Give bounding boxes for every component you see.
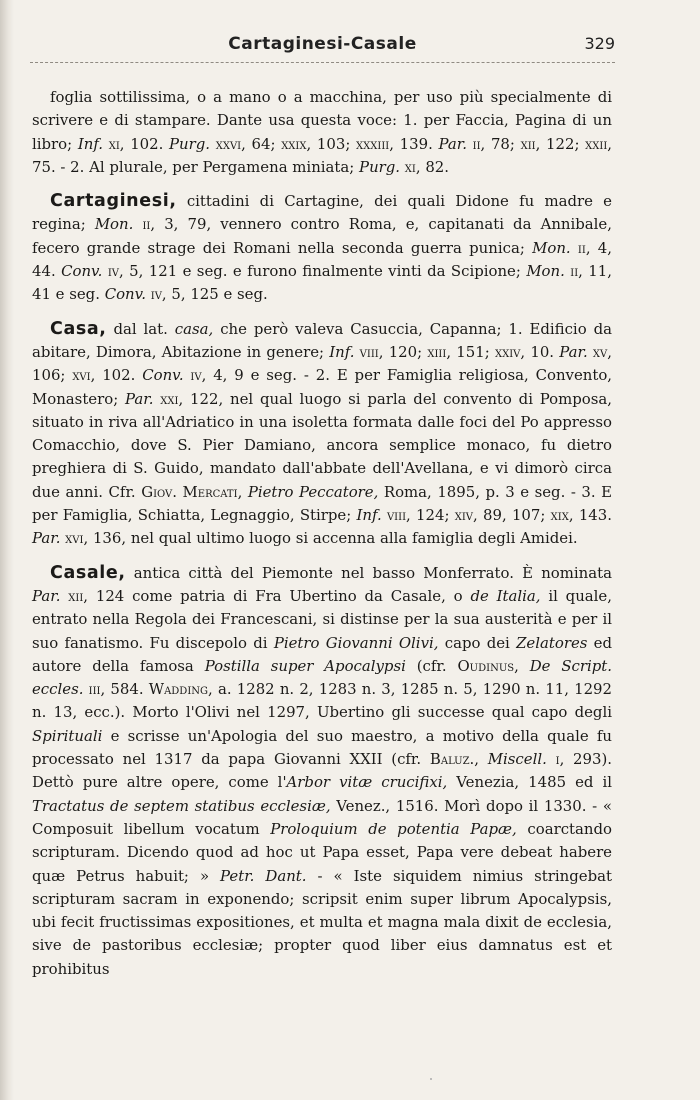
italic-text: Postilla super Apocalypsi (204, 656, 406, 675)
smallcaps-text: xvi (72, 366, 91, 385)
text-run: , 3, 79, vennero contro Roma, e, capitanati da Annibale, fecero grande strage dei Romani nella seconda guerra punica; (32, 215, 612, 257)
italic-text: Arbor vitæ crucifixi, (286, 773, 448, 792)
smallcaps-text: iv (102, 262, 119, 281)
text-run: antica città del Piemonte nel basso Monferrato. È nominata (125, 563, 612, 582)
text-run: Venezia, 1485 ed il (447, 773, 612, 792)
smallcaps-text: iv (146, 285, 162, 304)
entry-casale (32, 562, 612, 981)
italic-text: Pietro Peccatore, (247, 482, 379, 501)
text-run: , 106; (32, 342, 612, 385)
text-run: , 136, nel qual ultimo luogo si accenna alla famiglia degli Amidei. (83, 529, 578, 548)
italic-text: Par. (32, 586, 61, 605)
italic-text: Par. (438, 134, 467, 153)
text-run: dal lat. (106, 319, 175, 338)
text-run: coarctando scripturam. Dicendo quod ad hoc ut Papa esset, Papa vere debeat habere quæ Petrus habuit; » (32, 819, 612, 885)
italic-text: Spirituali (32, 726, 103, 745)
smallcaps-text: Oudinus (457, 656, 515, 675)
italic-text: Par. (559, 342, 588, 361)
smallcaps-text: xvi (60, 529, 84, 548)
text-run: e scrisse un'Apologia del suo maestro, a motivo della quale fu processato nel 1317 da papa Giovanni XXII (cfr. (32, 726, 612, 769)
smallcaps-text: xxi (153, 389, 179, 408)
italic-text: de Italia, (470, 586, 541, 605)
italic-text: De Script. eccles. (32, 656, 613, 699)
text-run: , 120; (378, 342, 428, 361)
text-run: , (474, 750, 488, 769)
text-run: , 124; (406, 506, 455, 525)
text-run: , 139. (389, 134, 439, 153)
smallcaps-text: xxvi (210, 134, 242, 153)
smallcaps-text: xxii (585, 134, 608, 153)
italic-text: Proloquium de potentia Papæ, (270, 819, 517, 838)
text-run: , 75. - 2. Al plurale, per Pergamena miniata; (32, 134, 613, 176)
text-run: , 89, 107; (473, 506, 551, 525)
italic-text: Mon. (532, 238, 571, 257)
smallcaps-text: Baluz. (429, 750, 475, 769)
text-run: , 122; (535, 134, 586, 153)
italic-text: Mon. (94, 215, 134, 234)
running-head-title: Cartaginesi-Casale (228, 34, 417, 54)
text-run: , 4, 44. (32, 238, 612, 281)
italic-text: Purg. (169, 134, 211, 153)
smallcaps-text: Giov. Mercati (141, 482, 238, 501)
text-run: , 64; (241, 134, 282, 153)
italic-text: Miscell. (487, 750, 547, 769)
italic-text: Par. (125, 389, 154, 408)
text-run: - « Iste siquidem nimius stringebat scripturam sacram in exponendo; scripsit enim super librum Apocalypsis, ubi fecit fructissimas expositiones, et multa et magna mala dixit de ecclesia, sive de pastoribus ecclesiæ; propter quod liber eius damnatus est et prohibitus (32, 866, 612, 978)
text-run: , 10. (520, 342, 560, 361)
italic-text: Purg. (359, 157, 401, 176)
smallcaps-text: xix (550, 506, 569, 525)
text-run: , 102. (90, 366, 143, 385)
smallcaps-text: xxix (281, 134, 307, 153)
headword: Cartaginesi, (50, 191, 177, 212)
text-run: foglia sottilissima, o a mano o a macchina, per uso più specialmente di scrivere e di stampare. Dante usa questa voce: 1. per Faccia, Pagina di un libro; (32, 88, 612, 153)
text-run: , a. 1282 n. 2, 1283 n. 3, 1285 n. 5, 1290 n. 11, 1292 n. 13, ecc.). Morto l'Olivi nel 1297, Ubertino gli successe qual capo degli (32, 680, 613, 722)
headword: Casale, (50, 562, 126, 583)
text-run: , 102. (119, 134, 170, 153)
paragraph-continuation (32, 86, 612, 179)
text-run: cittadini di Cartagine, dei quali Didone fu madre e regina; (32, 192, 612, 234)
italic-text: Petr. Dant. (220, 866, 307, 885)
smallcaps-text: iv (183, 366, 202, 385)
text-run: il quale, entrato nella Regola dei Francescani, si distinse per la sua austerità e per il suo fanatismo. Fu discepolo di (32, 586, 612, 652)
text-run: Roma, 1895, p. 3 e seg. - 3. E per Famiglia, Schiatta, Legnaggio, Stirpe; (32, 482, 612, 525)
smallcaps-text: ii (564, 262, 579, 281)
text-run: , 151; (446, 342, 495, 361)
italic-text: Inf. (356, 506, 382, 525)
dictionary-text (32, 86, 612, 981)
text-run: (cfr. (405, 656, 458, 675)
headword: Casa, (50, 318, 107, 339)
smallcaps-text: xii (60, 586, 84, 605)
text-run: , (514, 656, 530, 675)
smallcaps-text: xxxiii (356, 134, 390, 153)
italic-text: Mon. (526, 262, 565, 281)
text-run: , 584. (100, 680, 149, 699)
text-run: , 82. (415, 157, 450, 176)
smallcaps-text: viii (381, 506, 407, 525)
entry-cartaginesi (32, 190, 612, 306)
text-run: che però valeva Casuccia, Capanna; 1. Edificio da abitare, Dimora, Abitazione in genere; (32, 319, 612, 361)
text-run: , 11, 41 e seg. (32, 262, 612, 304)
italic-text: Inf. (77, 134, 104, 153)
italic-text: Conv. (61, 262, 103, 281)
smallcaps-text: Wadding (148, 680, 209, 699)
text-run: , (237, 482, 248, 501)
text-run: , 5, 121 e seg. e furono finalmente vinti da Scipione; (119, 262, 527, 281)
text-run: , 103; (306, 134, 357, 153)
italic-text: Tractatus de septem statibus ecclesiæ, (32, 796, 331, 815)
italic-text: Conv. (142, 366, 184, 385)
italic-text: Par. (32, 529, 61, 548)
text-run: , 78; (480, 134, 521, 153)
text-run: Venez., 1516. Morì dopo il 1330. - « Composuit libellum vocatum (32, 796, 612, 838)
text-run: , 293). Dettò pure altre opere, come l' (32, 750, 613, 792)
italic-text: casa, (174, 319, 214, 338)
text-run: capo dei (438, 633, 517, 652)
page-edge-shadow (0, 0, 14, 1100)
smallcaps-text: viii (354, 342, 379, 361)
page-number: 329 (584, 34, 615, 53)
smallcaps-text: xii (520, 134, 536, 153)
text-run: ed autore della famosa (32, 633, 613, 675)
italic-text: Conv. (104, 285, 147, 304)
text-run: , 5, 125 e seg. (161, 285, 268, 304)
text-run: , 4, 9 e seg. - 2. E per Famiglia religiosa, Convento, Monastero; (32, 366, 613, 408)
smallcaps-text: i (546, 750, 560, 769)
entry-casa (32, 318, 612, 551)
page-header (30, 34, 615, 64)
smallcaps-text: xiv (454, 506, 474, 525)
smallcaps-text: xiii (427, 342, 447, 361)
text-run: , 122, nel qual luogo si parla del convento di Pomposa, situato in riva all'Adriatico in una isoletta formata dalle foci del Po appresso Comacchio, dove S. Pier Damiano, ancora semplice monaco, fu dietro preghiera di S. Guido, mandato dall'abbate dell'Avellana, e vi dimorò circa due anni. Cfr. (32, 389, 613, 501)
italic-text: Pietro Giovanni Olivi, (273, 633, 439, 652)
italic-text: Zelatores (516, 633, 588, 652)
print-speck (430, 1078, 432, 1080)
smallcaps-text: ii (466, 134, 481, 153)
italic-text: Inf. (329, 342, 355, 361)
smallcaps-text: xi (400, 157, 416, 176)
smallcaps-text: ii (570, 238, 586, 257)
smallcaps-text: ii (133, 215, 151, 234)
text-run: , 124 come patria di Fra Ubertino da Casale, o (83, 586, 471, 605)
smallcaps-text: xxiv (494, 342, 521, 361)
header-rule (30, 62, 615, 63)
smallcaps-text: iii (83, 680, 101, 699)
smallcaps-text: xv (587, 342, 608, 361)
text-run: , 143. (568, 506, 612, 525)
smallcaps-text: xi (103, 134, 120, 153)
